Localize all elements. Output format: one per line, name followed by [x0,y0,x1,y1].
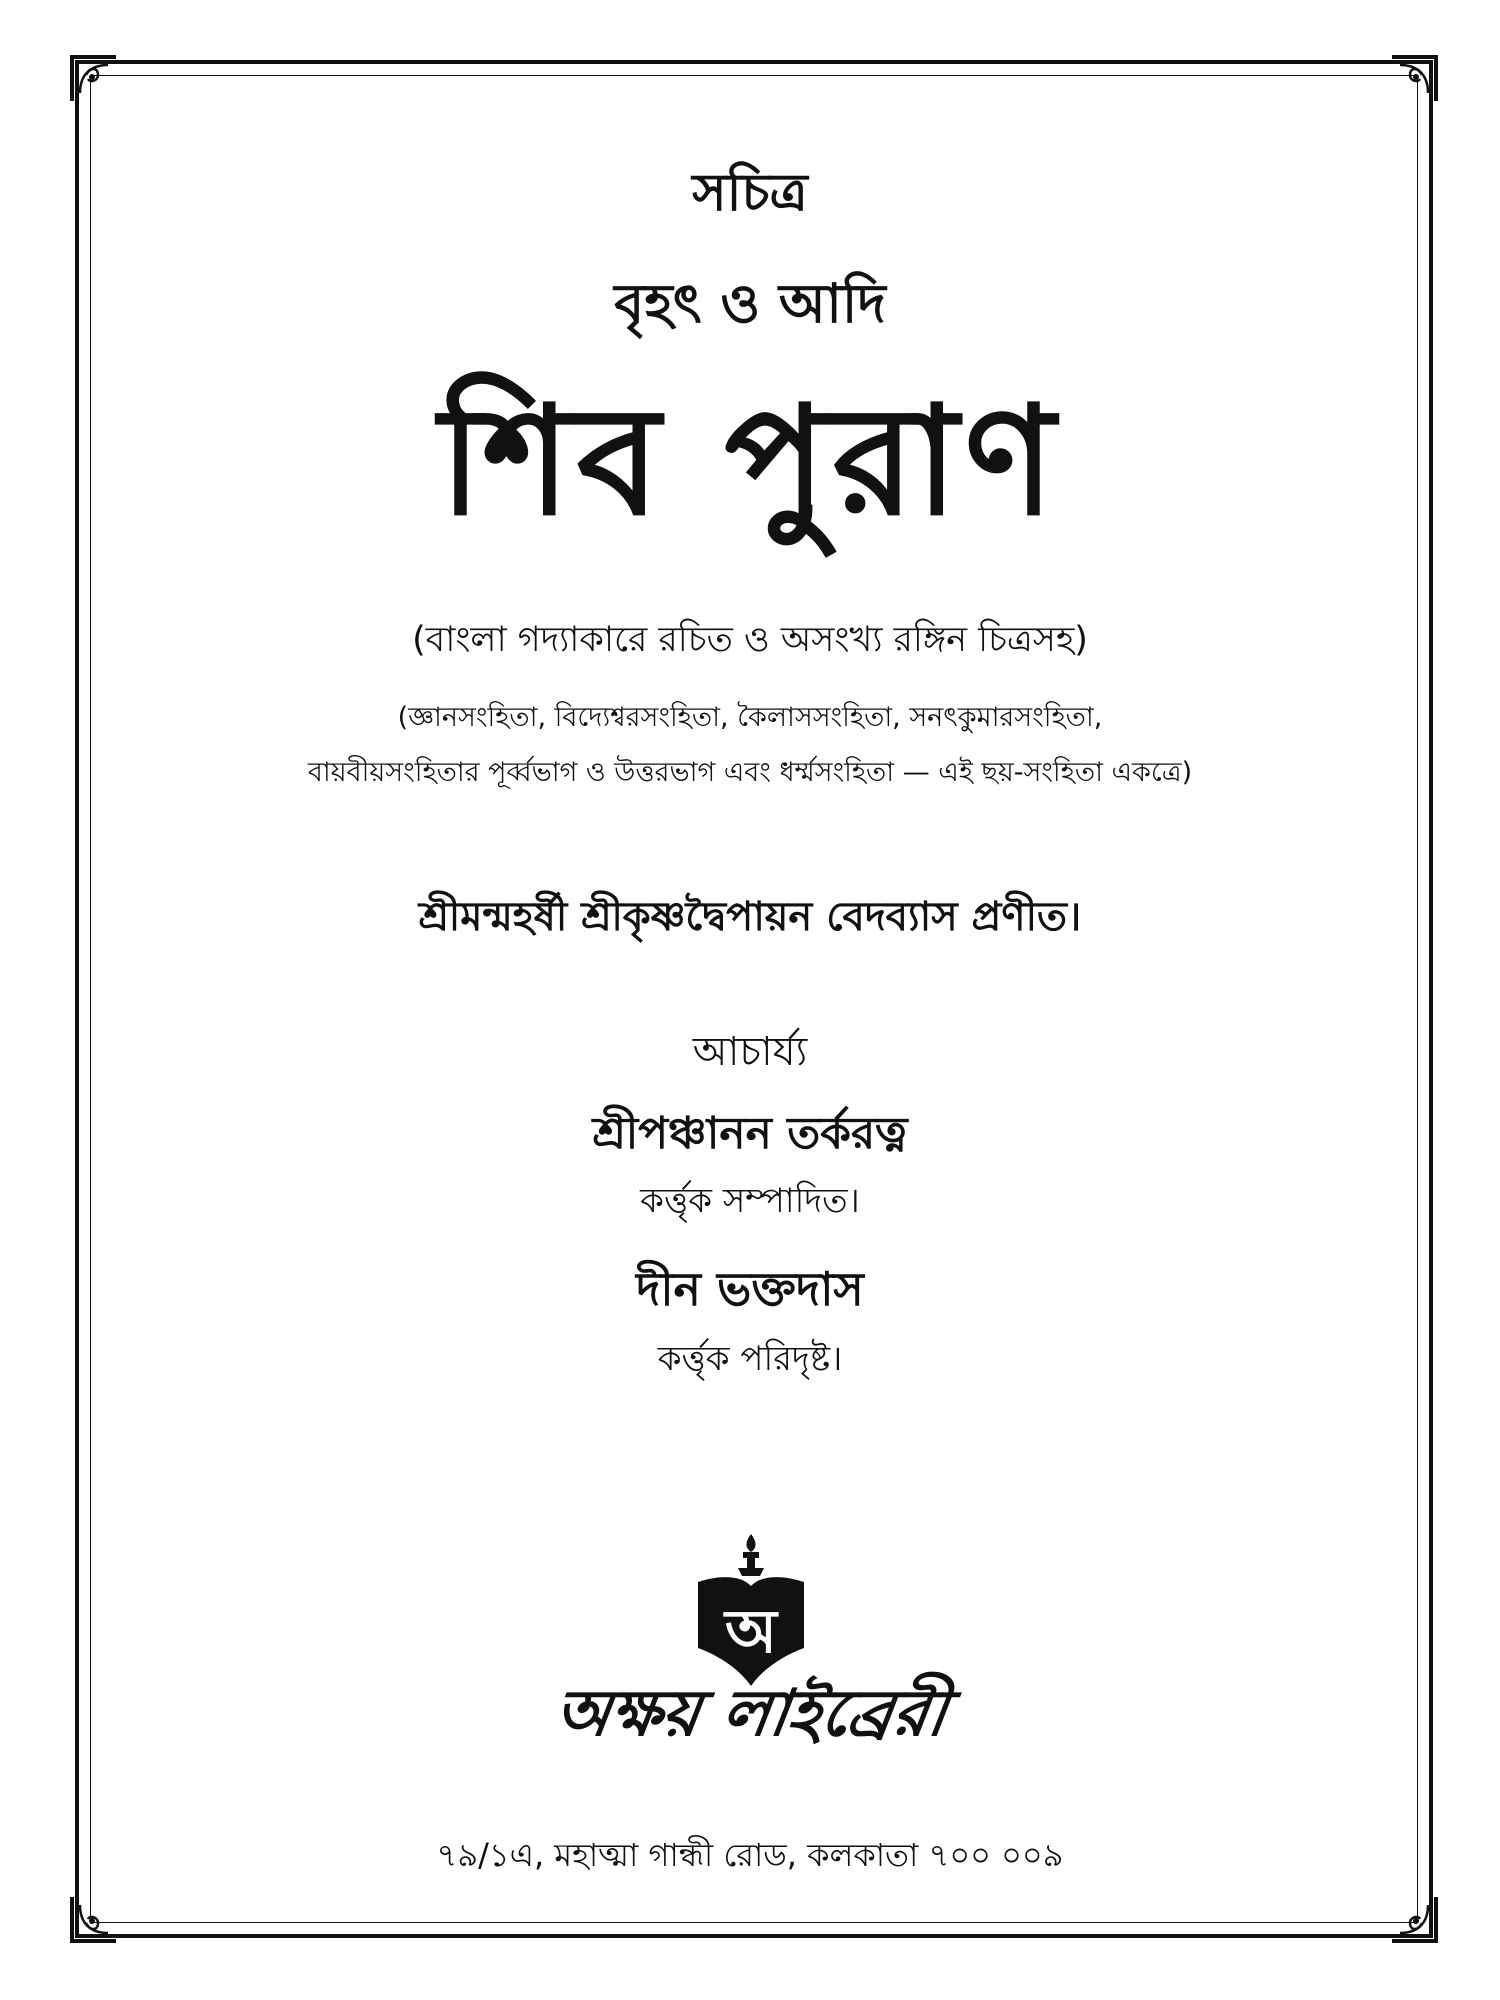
subtitle-sachitra: সচিত্র [692,163,808,223]
publisher-address: ৭৯/১এ, মহাত্মা গান্ধী রোড, কলকাতা ৭০০ ০০৯ [436,1836,1064,1874]
corner-ornament-icon [68,1893,120,1945]
author-line: শ্রীমন্মহর্ষী শ্রীকৃষ্ণদ্বৈপায়ন বেদব্যাস প্রণীত। [418,894,1082,940]
editor-role: কর্ত্তৃক সম্পাদিত। [640,1181,860,1221]
description-line-3: বায়বীয়সংহিতার পূর্ব্বভাগ ও উত্তরভাগ এবং ধর্ম্মসংহিতা — এই ছয়-সংহিতা একত্রে) [307,757,1193,788]
corner-ornament-icon [68,53,120,105]
description-line-1: (বাংলা গদ্যাকারে রচিত ও অসংখ্য রঙ্গিন চিত্রসহ) [412,620,1088,660]
corner-ornament-icon [1388,1893,1440,1945]
editor-prefix: আচার্য্য [692,1029,808,1075]
subtitle-brihat-o-adi: বৃহৎ ও আদি [614,272,886,335]
description-line-2: (জ্ঞানসংহিতা, বিদ্যেশ্বরসংহিতা, কৈলাসসংহিতা, সনৎকুমারসংহিতা, [397,702,1103,733]
emblem-letter: অ [725,1597,777,1667]
corner-ornament-icon [1388,53,1440,105]
publisher-name: অক্ষয় লাইব্রেরী [549,1677,952,1751]
book-title: শিব পুরাণ [439,375,1061,549]
reviser-role: কর্ত্তৃক পরিদৃষ্ট। [657,1339,843,1379]
editor-name: শ্রীপঞ্চানন তর্করত্ন [592,1108,908,1159]
reviser-name: দীন ভক্তদাস [636,1262,864,1316]
